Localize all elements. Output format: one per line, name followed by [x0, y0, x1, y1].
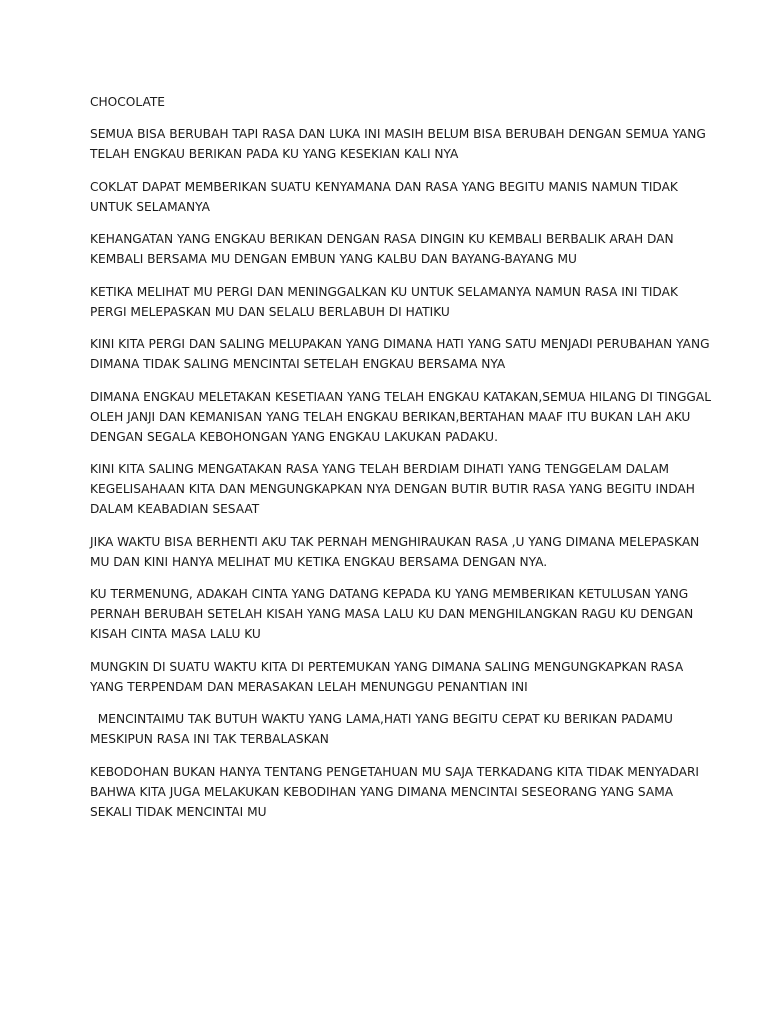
paragraph [90, 124, 706, 164]
paragraph [90, 387, 711, 447]
paragraph [90, 282, 690, 322]
paragraph-line: UNTUK SELAMANYA [90, 199, 210, 214]
paragraph [90, 762, 700, 822]
paragraph [90, 177, 690, 217]
paragraph-line: MESKIPUN RASA INI TAK TERBALASKAN [90, 732, 329, 746]
paragraph-line: MENCINTAIMU TAK BUTUH WAKTU YANG LAMA,HATI YANG BEGITU CEPAT KU BERIKAN PADAMU [90, 712, 673, 726]
paragraph-line: YANG TERPENDAM DAN MERASAKAN LELAH MENUNGGU PENANTIAN INI [90, 679, 528, 694]
paragraph-line: DALAM KEABADIAN SESAAT [90, 502, 260, 516]
paragraph-line: DIMANA TIDAK SALING MENCINTAI SETELAH ENGKAU BERSAMA NYA [90, 357, 506, 371]
paragraph-list [90, 124, 711, 822]
paragraph-line: JIKA WAKTU BISA BERHENTI AKU TAK PERNAH MENGHIRAUKAN RASA ,U YANG DIMANA MELEPASKAN [90, 534, 700, 549]
paragraph-line: SEKALI TIDAK MENCINTAI MU [90, 804, 267, 819]
paragraph [90, 229, 690, 269]
paragraph [90, 459, 695, 519]
paragraph [90, 709, 690, 749]
paragraph-line: KINI KITA SALING MENGATAKAN RASA YANG TELAH BERDIAM DIHATI YANG TENGGELAM DALAM [90, 462, 670, 476]
paragraph-line: MUNGKIN DI SUATU WAKTU KITA DI PERTEMUKAN YANG DIMANA SALING MENGUNGKAPKAN RASA [90, 659, 684, 674]
paragraph [90, 584, 694, 644]
paragraph [90, 657, 690, 697]
paragraph [90, 532, 700, 572]
paragraph-line: COKLAT DAPAT MEMBERIKAN SUATU KENYAMANA DAN RASA YANG BEGITU MANIS NAMUN TIDAK [90, 179, 678, 194]
paragraph-line: KU TERMENUNG, ADAKAH CINTA YANG DATANG KEPADA KU YANG MEMBERIKAN KETULUSAN YANG [90, 587, 689, 601]
paragraph-line: PERNAH BERUBAH SETELAH KISAH YANG MASA LALU KU DAN MENGHILANGKAN RAGU KU DENGAN [90, 607, 694, 621]
paragraph-line: DIMANA ENGKAU MELETAKAN KESETIAAN YANG TELAH ENGKAU KATAKAN,SEMUA HILANG DI TINGGAL [90, 389, 711, 404]
paragraph-line: OLEH JANJI DAN KEMANISAN YANG TELAH ENGKAU BERIKAN,BERTAHAN MAAF ITU BUKAN LAH AKU [90, 409, 691, 424]
document-title: CHOCOLATE [90, 95, 165, 109]
document-body [90, 92, 711, 834]
paragraph-line: KEGELISAHAAN KITA DAN MENGUNGKAPKAN NYA DENGAN BUTIR BUTIR RASA YANG BEGITU INDAH [90, 482, 695, 496]
paragraph-line: PERGI MELEPASKAN MU DAN SELALU BERLABUH DI HATIKU [90, 304, 450, 319]
paragraph-line: SEMUA BISA BERUBAH TAPI RASA DAN LUKA INI MASIH BELUM BISA BERUBAH DENGAN SEMUA YANG [90, 127, 706, 141]
paragraph-line: TELAH ENGKAU BERIKAN PADA KU YANG KESEKIAN KALI NYA [90, 147, 459, 161]
paragraph-line: KEMBALI BERSAMA MU DENGAN EMBUN YANG KALBU DAN BAYANG-BAYANG MU [90, 252, 577, 266]
paragraph-line: MU DAN KINI HANYA MELIHAT MU KETIKA ENGKAU BERSAMA DENGAN NYA. [90, 554, 548, 569]
paragraph-line: KETIKA MELIHAT MU PERGI DAN MENINGGALKAN KU UNTUK SELAMANYA NAMUN RASA INI TIDAK [90, 284, 678, 299]
paragraph-line: BAHWA KITA JUGA MELAKUKAN KEBODIHAN YANG DIMANA MENCINTAI SESEORANG YANG SAMA [90, 784, 674, 799]
paragraph-line: KISAH CINTA MASA LALU KU [90, 627, 261, 641]
paragraph-line: KINI KITA PERGI DAN SALING MELUPAKAN YANG DIMANA HATI YANG SATU MENJADI PERUBAHAN YANG [90, 337, 710, 351]
paragraph [90, 334, 710, 374]
paragraph-line: KEHANGATAN YANG ENGKAU BERIKAN DENGAN RASA DINGIN KU KEMBALI BERBALIK ARAH DAN [90, 232, 674, 246]
paragraph-line: DENGAN SEGALA KEBOHONGAN YANG ENGKAU LAKUKAN PADAKU. [90, 429, 498, 444]
paragraph-line: KEBODOHAN BUKAN HANYA TENTANG PENGETAHUAN MU SAJA TERKADANG KITA TIDAK MENYADARI [90, 764, 700, 779]
